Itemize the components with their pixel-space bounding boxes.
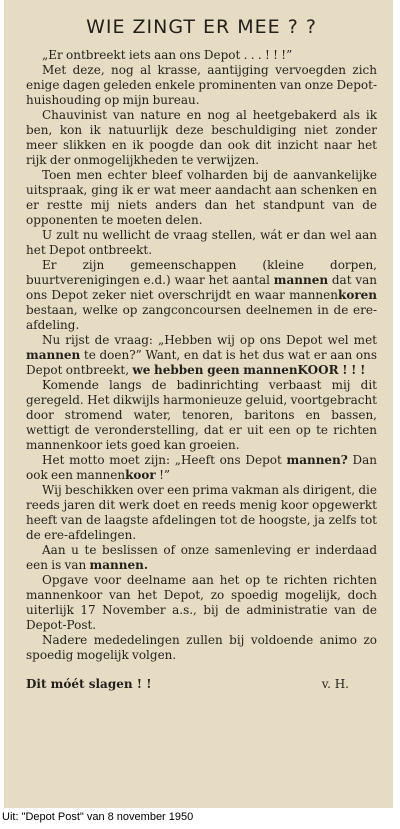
paragraph-text: Met deze, nog al krasse, aantijging vervoegden zich enige dagen geleden enkele prominenten van onze Depot-huishouding op mijn bureau.	[26, 63, 377, 107]
bold-text: mannen.	[89, 558, 149, 572]
paragraph-text: Komende langs de badinrichting verbaast mij dit geregeld. Het dikwijls harmonieuze geluid, voortgebracht door stromend water, tenoren, baritons en bassen, wettigt de veronderstelling, dat er uit een op te richten mannenkoor iets goed kan groeien.	[26, 378, 377, 452]
article-paragraph	[26, 453, 377, 483]
article-paragraph	[26, 333, 377, 378]
paragraph-text: Er zijn gemeenschappen (kleine dorpen, buurtverenigingen e.d.) waar het aantal	[26, 258, 377, 287]
article-paragraph	[26, 168, 377, 228]
paragraph-text: Het motto moet zijn: „Heeft ons Depot	[42, 453, 287, 467]
article-paragraph	[26, 378, 377, 453]
article-signoff	[26, 677, 377, 691]
bold-text: mannen	[26, 348, 81, 362]
paragraph-text: bestaan, welke op zangconcoursen deelnemen in de ere-afdeling.	[26, 303, 377, 332]
paragraph-text: Opgave voor deelname aan het op te richten richten mannenkoor van het Depot, zo spoedig mogelijk, doch uiterlijk 17 November a.s., bij de administratie van de Depot-Post.	[26, 573, 377, 632]
article-paragraph	[26, 573, 377, 633]
paragraph-text: „Er ontbreekt iets aan ons Depot . . . ! ! !”	[42, 48, 293, 62]
article-body	[26, 48, 377, 663]
closing-line: Dit móét slagen ! !	[26, 677, 152, 691]
paragraph-text: te doen?” Want, en dat is het dus wat er aan ons Depot ontbreekt,	[26, 348, 377, 377]
paragraph-text: Toen men echter bleef volharden bij de aanvankelijke uitspraak, ging ik er wat meer aandacht aan schenken en er restte mij niets anders dan het standpunt van de opponenten te moeten delen.	[26, 168, 377, 227]
paragraph-text: U zult nu wellicht de vraag stellen, wát er dan wel aan het Depot ontbreekt.	[26, 228, 377, 257]
paragraph-text: Chauvinist van nature en nog al heetgebakerd als ik ben, kon ik natuurlijk deze beschuldiging niet zonder meer slikken en ik poogde dan ook dit inzicht naar het rijk der onmogelijkheden te verwijzen.	[26, 108, 377, 167]
bold-text: mannen	[273, 273, 329, 287]
bold-text: we hebben geen mannenKOOR ! ! !	[132, 363, 366, 377]
article-paragraph	[26, 63, 377, 108]
bold-text: koor	[125, 468, 156, 482]
article-paragraph	[26, 258, 377, 333]
article-title: WIE ZINGT ER MEE ? ?	[86, 16, 317, 38]
paragraph-text: Nu rijst de vraag: „Hebben wij op ons Depot wel met	[42, 333, 377, 347]
article-paragraph	[26, 48, 377, 63]
paragraph-text: dat van ons Depot zeker niet overschrijdt en waar mannen	[26, 273, 378, 302]
article-paragraph	[26, 543, 377, 573]
article-paragraph	[26, 228, 377, 258]
source-caption: Uit: "Depot Post" van 8 november 1950	[2, 811, 194, 823]
paragraph-text: !”	[155, 468, 171, 482]
newspaper-clipping	[4, 0, 393, 808]
bold-text: mannen?	[286, 453, 348, 467]
paragraph-text: Dan ook een mannen	[26, 453, 377, 482]
paragraph-text: Aan u te beslissen of onze samenleving er inderdaad een is van	[26, 543, 377, 572]
bold-text: koren	[338, 288, 377, 302]
article-paragraph	[26, 633, 377, 663]
author-initials: v. H.	[321, 677, 349, 691]
article-paragraph	[26, 483, 377, 543]
paragraph-text: Wij beschikken over een prima vakman als dirigent, die reeds jaren dit werk doet en reeds menig koor opgewerkt heeft van de laagste afdelingen tot de hoogste, ja zelfs tot de ere-afdelingen.	[26, 483, 377, 542]
paragraph-text: Nadere mededelingen zullen bij voldoende animo zo spoedig mogelijk volgen.	[26, 633, 377, 662]
article-paragraph	[26, 108, 377, 168]
